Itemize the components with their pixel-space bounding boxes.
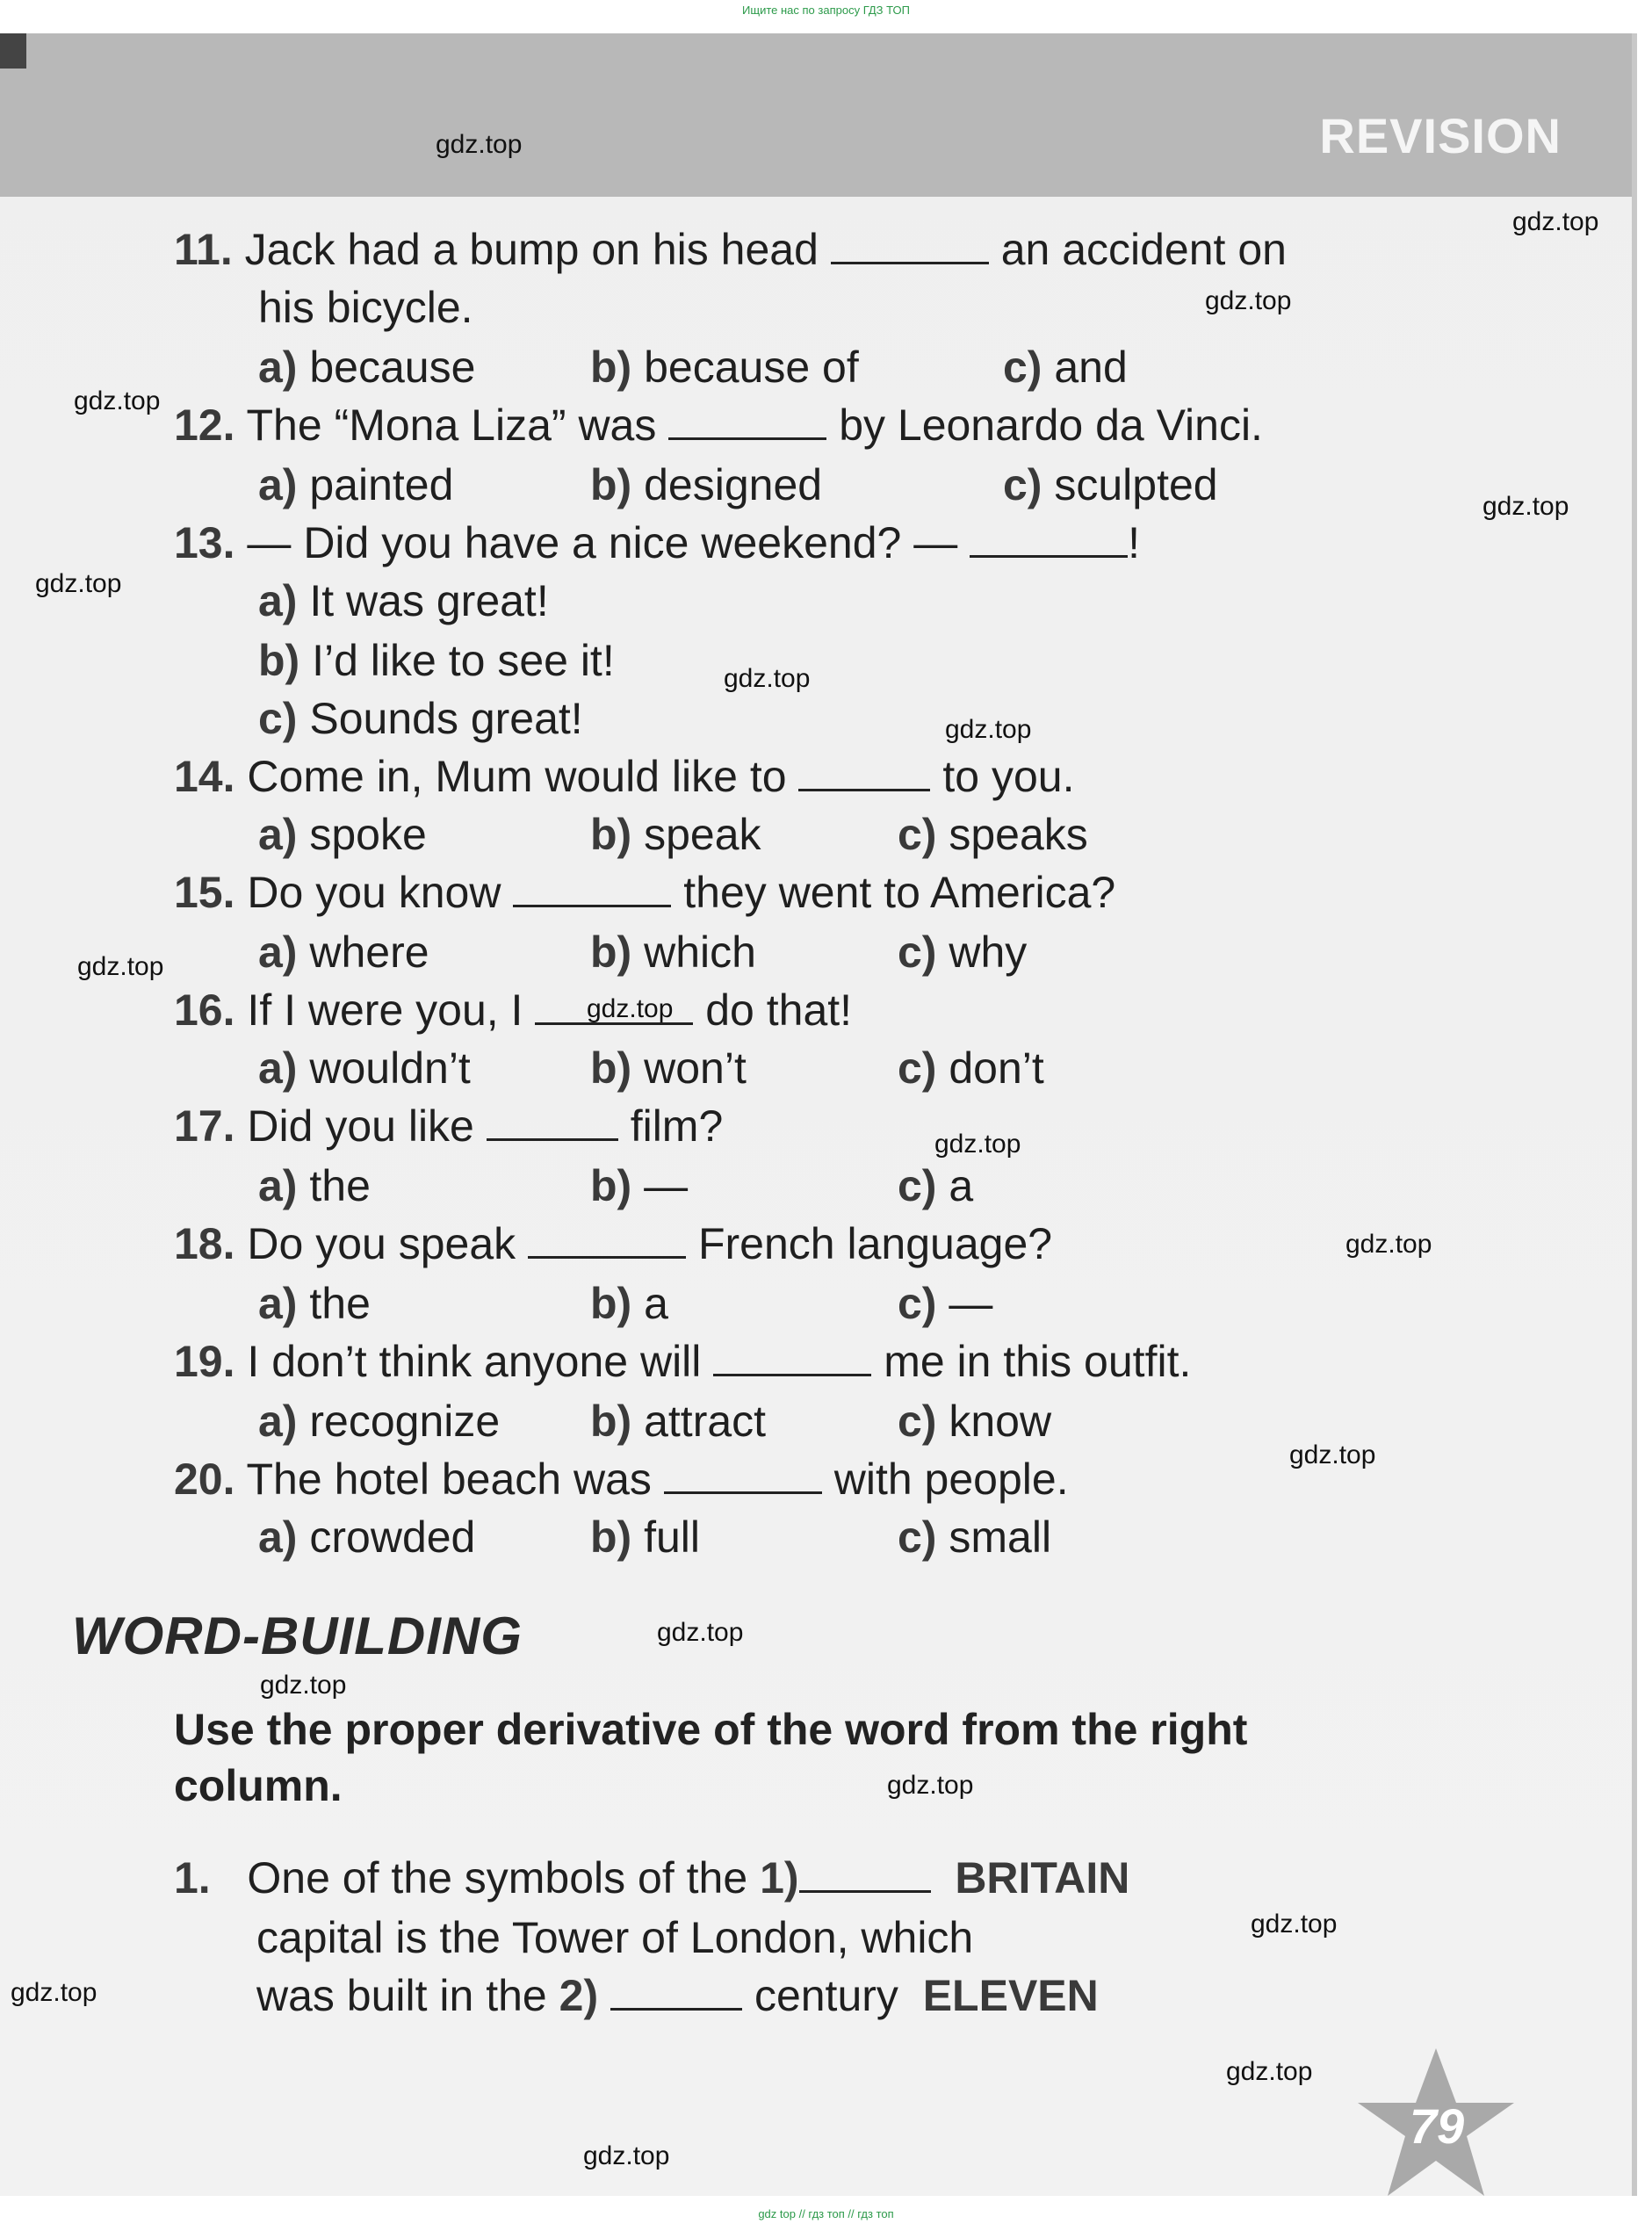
options-11: a) because [258, 343, 476, 392]
question-18: 18. Do you speak French language? [174, 1219, 1053, 1268]
instruction-line-1: Use the proper derivative of the word from the right [174, 1705, 1248, 1754]
option-13-c: c) Sounds great! [258, 694, 583, 743]
option-14-b: b) speak [590, 810, 761, 859]
watermark: gdz.top [260, 1671, 347, 1700]
watermark: gdz.top [724, 664, 811, 693]
keyword-britain: BRITAIN [955, 1853, 1130, 1902]
option-11-c: c) and [1003, 343, 1128, 392]
question-16: 16. If I were you, I do that! [174, 986, 853, 1035]
watermark: gdz.top [74, 386, 161, 415]
question-20: 20. The hotel beach was with people. [174, 1455, 1069, 1504]
option-19-c: c) know [898, 1397, 1052, 1446]
instruction-line-2: column. [174, 1761, 343, 1810]
watermark: gdz.top [1226, 2057, 1313, 2086]
watermark: gdz.top [1205, 286, 1292, 315]
top-note: Ищите нас по запросу ГДЗ ТОП [742, 4, 910, 17]
option-13-a: a) It was great! [258, 576, 549, 625]
question-14: 14. Come in, Mum would like to to you. [174, 752, 1075, 801]
page-number-star-icon [1353, 2045, 1519, 2196]
option-18-b: b) a [590, 1279, 668, 1328]
word-building-line-1: 1. One of the symbols of the 1) BRITAIN [174, 1853, 1130, 1902]
watermark: gdz.top [587, 994, 674, 1023]
watermark: gdz.top [934, 1130, 1021, 1159]
option-16-b: b) won’t [590, 1043, 747, 1093]
question-11-cont: his bicycle. [258, 283, 473, 332]
option-15-b: b) which [590, 928, 756, 977]
option-12-a: a) painted [258, 460, 454, 509]
word-building-line-3: was built in the 2) century ELEVEN [256, 1971, 1099, 2020]
question-19: 19. I don’t think anyone will me in this outfit. [174, 1337, 1192, 1386]
question-15: 15. Do you know they went to America? [174, 868, 1116, 917]
section-label: REVISION [1319, 108, 1562, 163]
watermark: gdz.top [1289, 1440, 1376, 1469]
option-20-c: c) small [898, 1513, 1052, 1562]
question-17: 17. Did you like film? [174, 1101, 724, 1151]
option-15-c: c) why [898, 928, 1028, 977]
watermark: gdz.top [1251, 1910, 1338, 1939]
watermark: gdz.top [887, 1771, 974, 1800]
option-12-c: c) sculpted [1003, 460, 1218, 509]
watermark: gdz.top [11, 1978, 97, 2007]
watermark: gdz.top [35, 569, 122, 598]
option-18-c: c) — [898, 1279, 993, 1328]
question-13: 13. — Did you have a nice weekend? — ! [174, 518, 1141, 567]
option-19-a: a) recognize [258, 1397, 501, 1446]
option-11-b: b) because of [590, 343, 859, 392]
page-content [0, 33, 1632, 2196]
keyword-eleven: ELEVEN [922, 1971, 1099, 2020]
option-17-c: c) a [898, 1161, 974, 1210]
bottom-note: gdz top // гдз топ // гдз топ [758, 2207, 894, 2220]
option-17-b: b) — [590, 1161, 689, 1210]
option-14-a: a) spoke [258, 810, 427, 859]
watermark: gdz.top [436, 130, 523, 159]
section-title: WORD-BUILDING [72, 1606, 523, 1665]
watermark: gdz.top [945, 715, 1032, 744]
watermark: gdz.top [583, 2141, 670, 2170]
question-12: 12. The “Mona Liza” was by Leonardo da Vinci. [174, 401, 1263, 450]
option-16-a: a) wouldn’t [258, 1043, 471, 1093]
option-18-a: a) the [258, 1279, 371, 1328]
option-17-a: a) the [258, 1161, 371, 1210]
option-13-b: b) I’d like to see it! [258, 636, 615, 685]
watermark: gdz.top [1345, 1230, 1432, 1259]
option-16-c: c) don’t [898, 1043, 1044, 1093]
word-building-line-2: capital is the Tower of London, which [256, 1913, 974, 1962]
option-12-b: b) designed [590, 460, 823, 509]
option-14-c: c) speaks [898, 810, 1088, 859]
option-20-a: a) crowded [258, 1513, 476, 1562]
watermark: gdz.top [1482, 492, 1569, 521]
option-19-b: b) attract [590, 1397, 767, 1446]
page-number: 79 [1409, 2098, 1465, 2154]
watermark: gdz.top [657, 1618, 744, 1647]
question-11: 11. Jack had a bump on his head an accident on [174, 225, 1287, 274]
watermark: gdz.top [1512, 207, 1599, 236]
option-20-b: b) full [590, 1513, 701, 1562]
watermark: gdz.top [77, 952, 164, 981]
textbook-page [0, 33, 1637, 2196]
option-15-a: a) where [258, 928, 429, 977]
